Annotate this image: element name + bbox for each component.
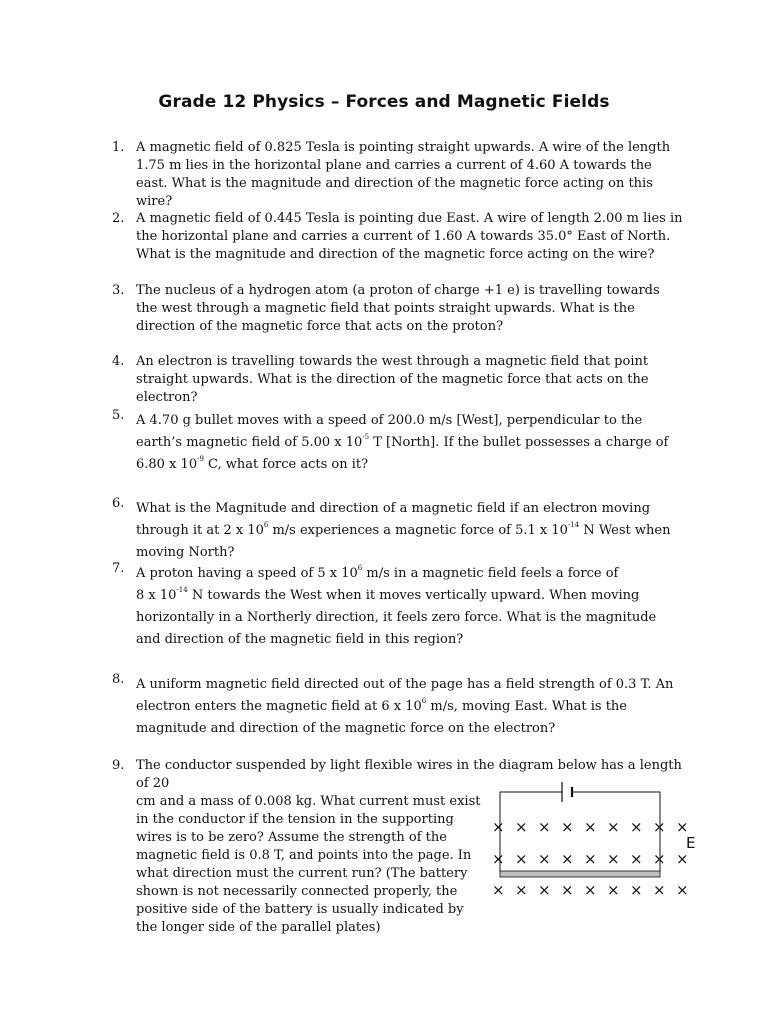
field-cross: × [630,881,643,899]
field-cross: × [515,881,528,899]
field-cross: × [538,850,551,868]
field-cross: × [584,881,597,899]
question-number: 9. [112,758,125,773]
question-2 [112,210,684,264]
field-cross: × [653,850,666,868]
field-cross: × [492,818,505,836]
question-number: 7. [112,561,125,576]
question-number: 8. [112,672,125,687]
question-text: An electron is travelling towards the west through a magnetic field that point straight upwards. What is the direction of the magnetic force that acts on the electron? [136,354,649,405]
field-cross: × [561,850,574,868]
question-text: cm and a mass of 0.008 kg. What current must exist in the conductor if the tension in the supporting wires is to be zero? Assume the strength of the magnetic field is 0.8 T, and points into the page. In what direction must the current run? (The battery shown is not necessarily connected properly, the positive side of the battery is usually indicated by the longer side of the parallel plates) [136,794,481,935]
question-text: The nucleus of a hydrogen atom (a proton of charge +1 e) is travelling towards the west through a magnetic field that points straight upwards. What is the direction of the magnetic force that acts on the proton? [136,283,660,334]
question-5 [112,410,684,476]
field-cross: × [492,881,505,899]
question-3 [112,282,684,336]
field-cross: × [515,850,528,868]
question-text: What is the Magnitude and direction of a magnetic field if an electron moving through it at 2 x $10^6$ m/s experiences a magnetic force of 5.1 x $10^{-14}$ N West when moving North? [136,501,671,560]
question-1 [112,139,684,211]
page-title: Grade 12 Physics – Forces and Magnetic Fields [158,92,610,112]
question-8 [112,674,684,740]
suspended-conductor [500,871,660,877]
question-number: 5. [112,408,125,423]
question-text-first-line: The conductor suspended by light flexible wires in the diagram below has a length of 20 [136,758,682,791]
question-number: 2. [112,211,125,226]
field-cross: × [653,818,666,836]
field-cross: × [630,850,643,868]
question-number: 1. [112,140,125,155]
question-7 [112,563,684,651]
field-cross: × [653,881,666,899]
question-text: A proton having a speed of 5 x $10^6$ m/s in a magnetic field feels a force of 8 x $10^{-14}$ N towards the West when it moves vertically upward. When moving horizontally in a Northerly direction, it feels zero force. What is the magnitude and direction of the magnetic field in this region? [136,563,657,647]
field-cross: × [584,818,597,836]
circuit-wire [500,792,562,872]
field-cross: × [630,818,643,836]
field-cross: × [492,850,505,868]
question-number: 3. [112,283,125,298]
field-cross: × [584,850,597,868]
diagram-label-e: E [686,834,696,852]
field-cross: × [676,818,689,836]
question-number: 6. [112,496,125,511]
question-text: A magnetic field of 0.825 Tesla is pointing straight upwards. A wire of the length 1.75 m lies in the horizontal plane and carries a current of 4.60 A towards the east. What is the magnitude and direction of the magnetic force acting on this wire? [136,140,671,209]
field-cross: × [676,850,689,868]
question-text: A uniform magnetic field directed out of the page has a field strength of 0.3 T. An electron enters the magnetic field at 6 x $10^6$ m/s, moving East. What is the magnitude and direction of the magnetic force on the electron? [136,677,674,736]
question-4 [112,353,684,407]
question-number: 4. [112,354,125,369]
question-text: A magnetic field of 0.445 Tesla is pointing due East. A wire of length 2.00 m lies in the horizontal plane and carries a current of 1.60 A towards 35.0° East of North. What is the magnitude and direction of the magnetic force acting on the wire? [136,211,683,262]
field-cross: × [607,881,620,899]
question-6 [112,498,684,564]
field-cross: × [607,850,620,868]
field-cross: × [561,818,574,836]
field-cross: × [538,818,551,836]
question-text: A 4.70 g bullet moves with a speed of 200.0 m/s [West], perpendicular to the earth’s magnetic field of 5.00 x $10^{-5}$ T [North]. If the bullet possesses a charge of 6.80 x $10^{-9}$ C, what force acts on it? [136,413,669,472]
field-cross: × [676,881,689,899]
field-cross: × [561,881,574,899]
circuit-diagram [482,778,712,903]
field-cross: × [515,818,528,836]
field-cross: × [538,881,551,899]
field-cross: × [607,818,620,836]
field-crosses [492,818,689,899]
